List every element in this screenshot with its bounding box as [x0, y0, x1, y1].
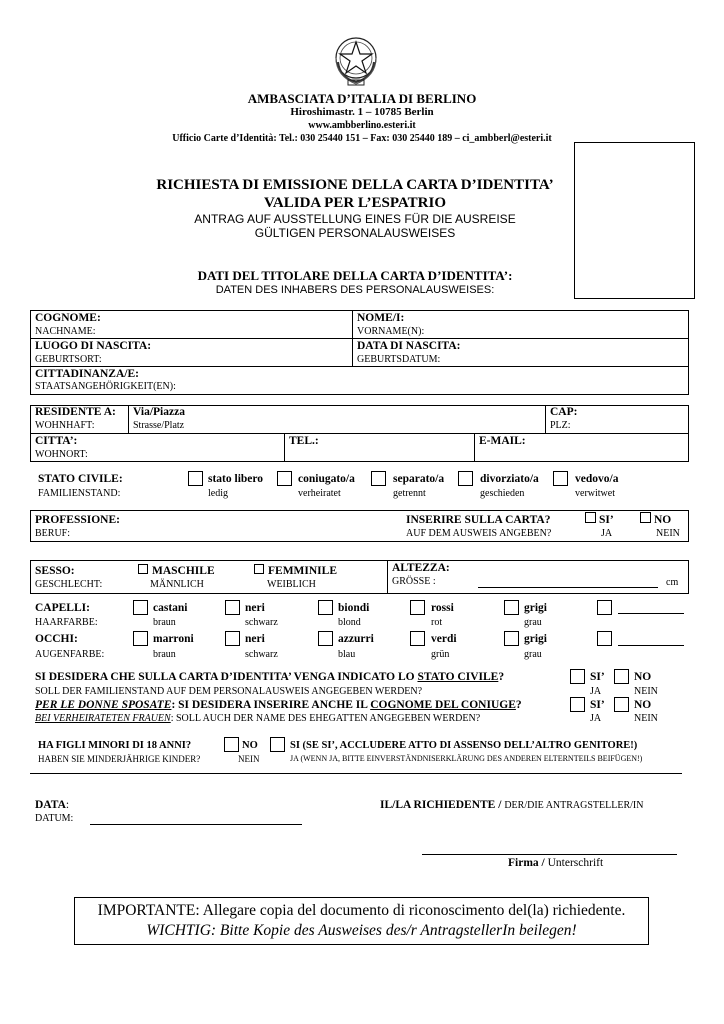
capelli-schwarz-label: schwarz	[245, 617, 278, 628]
ehegatte-question: BEI VERHEIRATETEN FRAUEN: SOLL AUCH DER NAME DES EHEGATTEN ANGEGEBEN WERDEN?	[35, 713, 481, 724]
occhi-other-field[interactable]	[618, 645, 684, 646]
figli-no-checkbox[interactable]	[224, 737, 239, 752]
via-field[interactable]	[200, 407, 540, 431]
geschlecht-label: GESCHLECHT:	[35, 579, 103, 590]
richiedente-label: IL/LA RICHIEDENTE / DER/DIE ANTRAGSTELLER/IN	[380, 799, 644, 811]
geburtsort-label: GEBURTSORT:	[35, 354, 102, 365]
separato-label: separato/a	[393, 473, 445, 485]
occhi-neri-label: neri	[245, 633, 265, 645]
nome-label: NOME/I:	[357, 312, 405, 324]
divorziato-label: divorziato/a	[480, 473, 539, 485]
coniuge-no-checkbox[interactable]	[614, 697, 629, 712]
coniuge-si-checkbox[interactable]	[570, 697, 585, 712]
rot-label: rot	[431, 617, 443, 628]
occhi-grigi-label: grigi	[524, 633, 547, 645]
coniuge-question: PER LE DONNE SPOSATE: SI DESIDERA INSERIRE ANCHE IL COGNOME DEL CONIUGE?	[35, 699, 522, 711]
capelli-neri-label: neri	[245, 602, 265, 614]
coniugato-checkbox[interactable]	[277, 471, 292, 486]
form-title-de1: ANTRAG AUF AUSSTELLUNG EINES FÜR DIE AUSREISE	[194, 212, 516, 226]
professione-no-checkbox[interactable]	[640, 512, 651, 523]
castani-checkbox[interactable]	[133, 600, 148, 615]
verwitwet-label: verwitwet	[575, 488, 615, 499]
figli-ja-label: JA (WENN JA, BITTE EINVERSTÄNDNISERKLÄRUNG DES ANDEREN ELTERNTEILS BEIFÜGEN!)	[290, 754, 643, 763]
stato-civile-nein-label: NEIN	[634, 686, 658, 697]
stato-civile-no-checkbox[interactable]	[614, 669, 629, 684]
blond-label: blond	[338, 617, 361, 628]
capelli-neri-checkbox[interactable]	[225, 600, 240, 615]
stato-civile-si-label: SI’	[590, 671, 605, 683]
professione-no-label: NO	[654, 514, 672, 526]
wichtig-text: WICHTIG: Bitte Kopie des Ausweises des/r AntragstellerIn beilegen!	[146, 922, 577, 939]
angeben-label: AUF DEM AUSWEIS ANGEBEN?	[406, 528, 552, 539]
separator-line	[30, 773, 682, 774]
occhi-neri-checkbox[interactable]	[225, 631, 240, 646]
sesso-label: SESSO:	[35, 565, 75, 577]
capelli-other-field[interactable]	[618, 613, 684, 614]
email-field[interactable]	[535, 435, 685, 459]
via-label: Via/Piazza	[133, 406, 185, 418]
coniuge-si-label: SI’	[590, 699, 605, 711]
firma-label: Firma / Unterschrift	[508, 857, 604, 869]
cittadinanza-label: CITTADINANZA/E:	[35, 368, 139, 380]
datum-label: DATUM:	[35, 813, 74, 824]
occhi-braun-label: braun	[153, 649, 176, 660]
data-field[interactable]	[90, 824, 302, 825]
tel-field[interactable]	[330, 435, 470, 459]
coniugato-label: coniugato/a	[298, 473, 355, 485]
castani-label: castani	[153, 602, 188, 614]
professione-si-option[interactable]	[585, 512, 614, 526]
biondi-checkbox[interactable]	[318, 600, 333, 615]
coniuge-ja-label: JA	[590, 713, 602, 724]
form-title-line2: VALIDA PER L’ESPATRIO	[264, 195, 446, 211]
capelli-braun-label: braun	[153, 617, 176, 628]
holder-section-subtitle: DATEN DES INHABERS DES PERSONALAUSWEISES:	[215, 284, 495, 296]
cognome-label: COGNOME:	[35, 312, 101, 324]
augenfarbe-label: AUGENFARBE:	[35, 649, 105, 660]
luogo-nascita-field[interactable]	[170, 340, 345, 364]
blau-label: blau	[338, 649, 356, 660]
vedovo-checkbox[interactable]	[553, 471, 568, 486]
cm-label: cm	[666, 577, 679, 588]
holder-section-title: DATI DEL TITOLARE DELLA CARTA D’IDENTITA’:	[197, 268, 513, 283]
cap-field[interactable]	[580, 407, 685, 431]
stato-civile-label: STATO CIVILE:	[38, 473, 123, 485]
coniuge-nein-label: NEIN	[634, 713, 658, 724]
photo-box	[574, 142, 695, 299]
cognome-field[interactable]	[140, 312, 345, 336]
professione-nein-label: NEIN	[656, 528, 680, 539]
nachname-label: NACHNAME:	[35, 326, 96, 337]
vorname-label: VORNAME(N):	[357, 326, 425, 337]
professione-field[interactable]	[130, 513, 400, 539]
femminile-label: FEMMINILE	[268, 565, 337, 577]
inserire-label: INSERIRE SULLA CARTA?	[406, 514, 551, 526]
luogo-nascita-label: LUOGO DI NASCITA:	[35, 340, 152, 352]
verheiratet-label: verheiratet	[298, 488, 341, 499]
occhi-schwarz-label: schwarz	[245, 649, 278, 660]
maschile-checkbox[interactable]	[138, 564, 148, 574]
stato-civile-no-label: NO	[634, 671, 652, 683]
capelli-grigi-label: grigi	[524, 602, 547, 614]
occhi-grigi-checkbox[interactable]	[504, 631, 519, 646]
capelli-grigi-checkbox[interactable]	[504, 600, 519, 615]
maschile-label: MASCHILE	[152, 565, 215, 577]
ledig-label: ledig	[208, 488, 228, 499]
form-title-de2: GÜLTIGEN PERSONALAUSWEISES	[254, 226, 456, 240]
divorziato-checkbox[interactable]	[458, 471, 473, 486]
email-label: E-MAIL:	[479, 435, 526, 447]
wohnhaft-label: WOHNHAFT:	[35, 420, 95, 431]
professione-no-option[interactable]	[640, 512, 671, 526]
familienstand-question: SOLL DER FAMILIENSTAND AUF DEM PERSONALAUSWEIS ANGEGEBEN WERDEN?	[35, 686, 423, 697]
stato-libero-checkbox[interactable]	[188, 471, 203, 486]
femminile-option[interactable]	[254, 564, 337, 577]
residente-label: RESIDENTE A:	[35, 406, 116, 418]
embassy-address: Hiroshimastr. 1 – 10785 Berlin	[290, 106, 434, 118]
tel-label: TEL.:	[289, 435, 319, 447]
gruen-label: grün	[431, 649, 450, 660]
capelli-grau-label: grau	[524, 617, 542, 628]
embassy-name: AMBASCIATA D’ITALIA DI BERLINO	[247, 91, 477, 106]
figli-no-label: NO	[242, 740, 258, 751]
figli-si-label: SI (SE SI’, ACCLUDERE ATTO DI ASSENSO DELL’ALTRO GENITORE!)	[290, 740, 638, 751]
professione-si-label: SI’	[599, 514, 614, 526]
separato-checkbox[interactable]	[371, 471, 386, 486]
citta-field[interactable]	[100, 435, 280, 459]
geschieden-label: geschieden	[480, 488, 525, 499]
italian-republic-emblem-icon	[330, 32, 382, 88]
professione-label: PROFESSIONE:	[35, 514, 120, 526]
occhi-grau-label: grau	[524, 649, 542, 660]
staatsangehoerigkeit-label: STAATSANGEHÖRIGKEIT(EN):	[35, 381, 176, 392]
rossi-label: rossi	[431, 602, 454, 614]
geburtsdatum-label: GEBURTSDATUM:	[357, 354, 441, 365]
maennlich-label: MÄNNLICH	[150, 579, 204, 590]
plz-label: PLZ:	[550, 420, 571, 431]
occhi-other-checkbox[interactable]	[597, 631, 612, 646]
stato-civile-si-checkbox[interactable]	[570, 669, 585, 684]
weiblich-label: WEIBLICH	[267, 579, 316, 590]
marroni-checkbox[interactable]	[133, 631, 148, 646]
wohnort-label: WOHNORT:	[35, 449, 88, 460]
signature-field[interactable]	[422, 854, 677, 855]
kinder-question: HABEN SIE MINDERJÄHRIGE KINDER?	[38, 754, 201, 764]
data-label: DATA:	[35, 799, 70, 811]
occhi-label: OCCHI:	[35, 633, 78, 645]
cap-label: CAP:	[550, 406, 578, 418]
embassy-website: www.ambberlino.esteri.it	[308, 120, 416, 131]
figli-question: HA FIGLI MINORI DI 18 ANNI?	[38, 740, 192, 751]
biondi-label: biondi	[338, 602, 370, 614]
azzurri-checkbox[interactable]	[318, 631, 333, 646]
figli-si-checkbox[interactable]	[270, 737, 285, 752]
maschile-option[interactable]	[138, 564, 215, 577]
form-title-line1: RICHIESTA DI EMISSIONE DELLA CARTA D’IDENTITA’	[156, 177, 554, 193]
strasse-label: Strasse/Platz	[133, 420, 185, 431]
verdi-checkbox[interactable]	[410, 631, 425, 646]
sesso-box	[30, 560, 689, 594]
femminile-checkbox[interactable]	[254, 564, 264, 574]
altezza-label: ALTEZZA:	[392, 562, 450, 574]
verdi-label: verdi	[431, 633, 457, 645]
coniuge-no-label: NO	[634, 699, 652, 711]
cittadinanza-field[interactable]	[200, 368, 685, 392]
rossi-checkbox[interactable]	[410, 600, 425, 615]
data-nascita-label: DATA DI NASCITA:	[357, 340, 461, 352]
beruf-label: BERUF:	[35, 528, 71, 539]
stato-civile-ja-label: JA	[590, 686, 602, 697]
marroni-label: marroni	[153, 633, 194, 645]
capelli-other-checkbox[interactable]	[597, 600, 612, 615]
vedovo-label: vedovo/a	[575, 473, 619, 485]
getrennt-label: getrennt	[393, 488, 426, 499]
embassy-contact: Ufficio Carte d’Identità: Tel.: 030 25440 151 – Fax: 030 25440 189 – ci_ambberl@esteri.it	[172, 133, 552, 144]
stato-libero-label: stato libero	[208, 473, 264, 485]
stato-civile-question: SI DESIDERA CHE SULLA CARTA D’IDENTITA’ VENGA INDICATO LO STATO CIVILE?	[35, 671, 505, 683]
figli-nein-label: NEIN	[238, 754, 260, 764]
azzurri-label: azzurri	[338, 633, 374, 645]
haarfarbe-label: HAARFARBE:	[35, 617, 98, 628]
professione-si-checkbox[interactable]	[585, 512, 596, 523]
groesse-label: GRÖSSE :	[392, 576, 436, 587]
importante-text: IMPORTANTE: Allegare copia del documento di riconoscimento del(la) richiedente.	[97, 902, 626, 919]
nome-field[interactable]	[440, 312, 685, 336]
citta-label: CITTA’:	[35, 435, 78, 447]
capelli-label: CAPELLI:	[35, 602, 90, 614]
professione-ja-label: JA	[601, 528, 613, 539]
altezza-field[interactable]	[478, 587, 658, 588]
data-nascita-field[interactable]	[480, 340, 685, 364]
familienstand-label: FAMILIENSTAND:	[38, 488, 121, 499]
